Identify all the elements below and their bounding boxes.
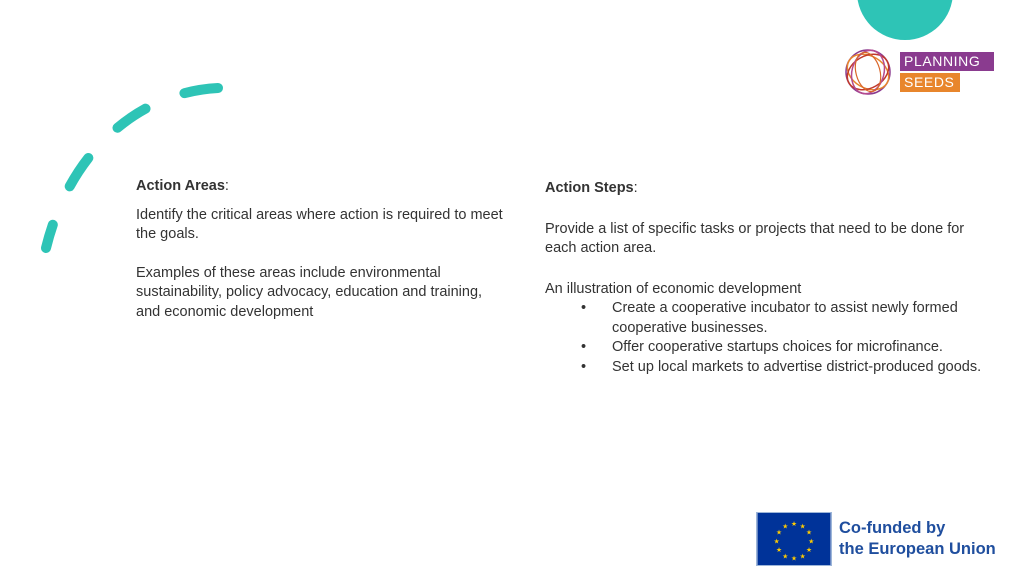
svg-text:★: ★ xyxy=(790,520,798,528)
logo-text-seeds: SEEDS xyxy=(900,73,960,92)
eu-cofunded-badge xyxy=(756,512,1006,568)
action-steps-description: Provide a list of specific tasks or projects that need to be done for each action area. xyxy=(545,220,965,256)
svg-text:★: ★ xyxy=(775,546,783,554)
action-steps-heading xyxy=(545,179,995,199)
action-areas-heading-bold: Action Areas xyxy=(136,178,225,194)
list-item xyxy=(545,358,995,378)
bullet-icon: • xyxy=(581,300,587,316)
action-steps-section xyxy=(545,179,995,377)
action-steps-heading-colon: : xyxy=(633,180,638,196)
eu-cofunded-text xyxy=(839,518,996,560)
eu-text-line2: the European Union xyxy=(839,540,996,558)
list-item xyxy=(545,299,995,338)
logo-text-planning: PLANNING xyxy=(900,52,994,71)
eu-flag-icon xyxy=(756,512,832,566)
action-areas-description: Identify the critical areas where action is required to meet the goals. xyxy=(136,206,503,242)
interlaced-rings-icon xyxy=(840,44,896,100)
svg-text:★: ★ xyxy=(808,537,815,546)
list-item-text: Set up local markets to advertise district-produced goods. xyxy=(612,358,982,375)
svg-text:★: ★ xyxy=(782,522,789,531)
bullet-icon: • xyxy=(581,358,587,375)
svg-text:★: ★ xyxy=(799,552,806,561)
list-item xyxy=(545,338,995,358)
action-areas-section xyxy=(136,177,508,322)
svg-text:★: ★ xyxy=(805,528,813,537)
bullet-icon: • xyxy=(581,339,587,355)
svg-text:★: ★ xyxy=(775,528,783,537)
action-steps-heading-bold: Action Steps xyxy=(545,180,634,196)
svg-text:★: ★ xyxy=(773,537,780,546)
action-areas-examples: Examples of these areas include environmental sustainability, policy advocacy, education and training, and economic development xyxy=(136,264,483,320)
list-item-text: Offer cooperative startups choices for microfinance. xyxy=(612,339,943,355)
svg-text:★: ★ xyxy=(805,546,813,554)
decorative-teal-circle xyxy=(857,0,953,40)
list-item-text: Create a cooperative incubator to assist newly formed cooperative businesses. xyxy=(612,300,958,336)
planning-seeds-logo xyxy=(840,44,1000,100)
action-steps-illustration-intro: An illustration of economic development xyxy=(545,280,802,297)
action-steps-bullet-list xyxy=(545,299,995,377)
action-areas-heading-colon: : xyxy=(224,178,229,194)
svg-text:★: ★ xyxy=(790,554,798,563)
eu-text-line1: Co-funded by xyxy=(839,519,946,537)
svg-text:★: ★ xyxy=(782,552,789,561)
action-areas-heading xyxy=(136,177,508,197)
svg-text:★: ★ xyxy=(799,522,806,531)
